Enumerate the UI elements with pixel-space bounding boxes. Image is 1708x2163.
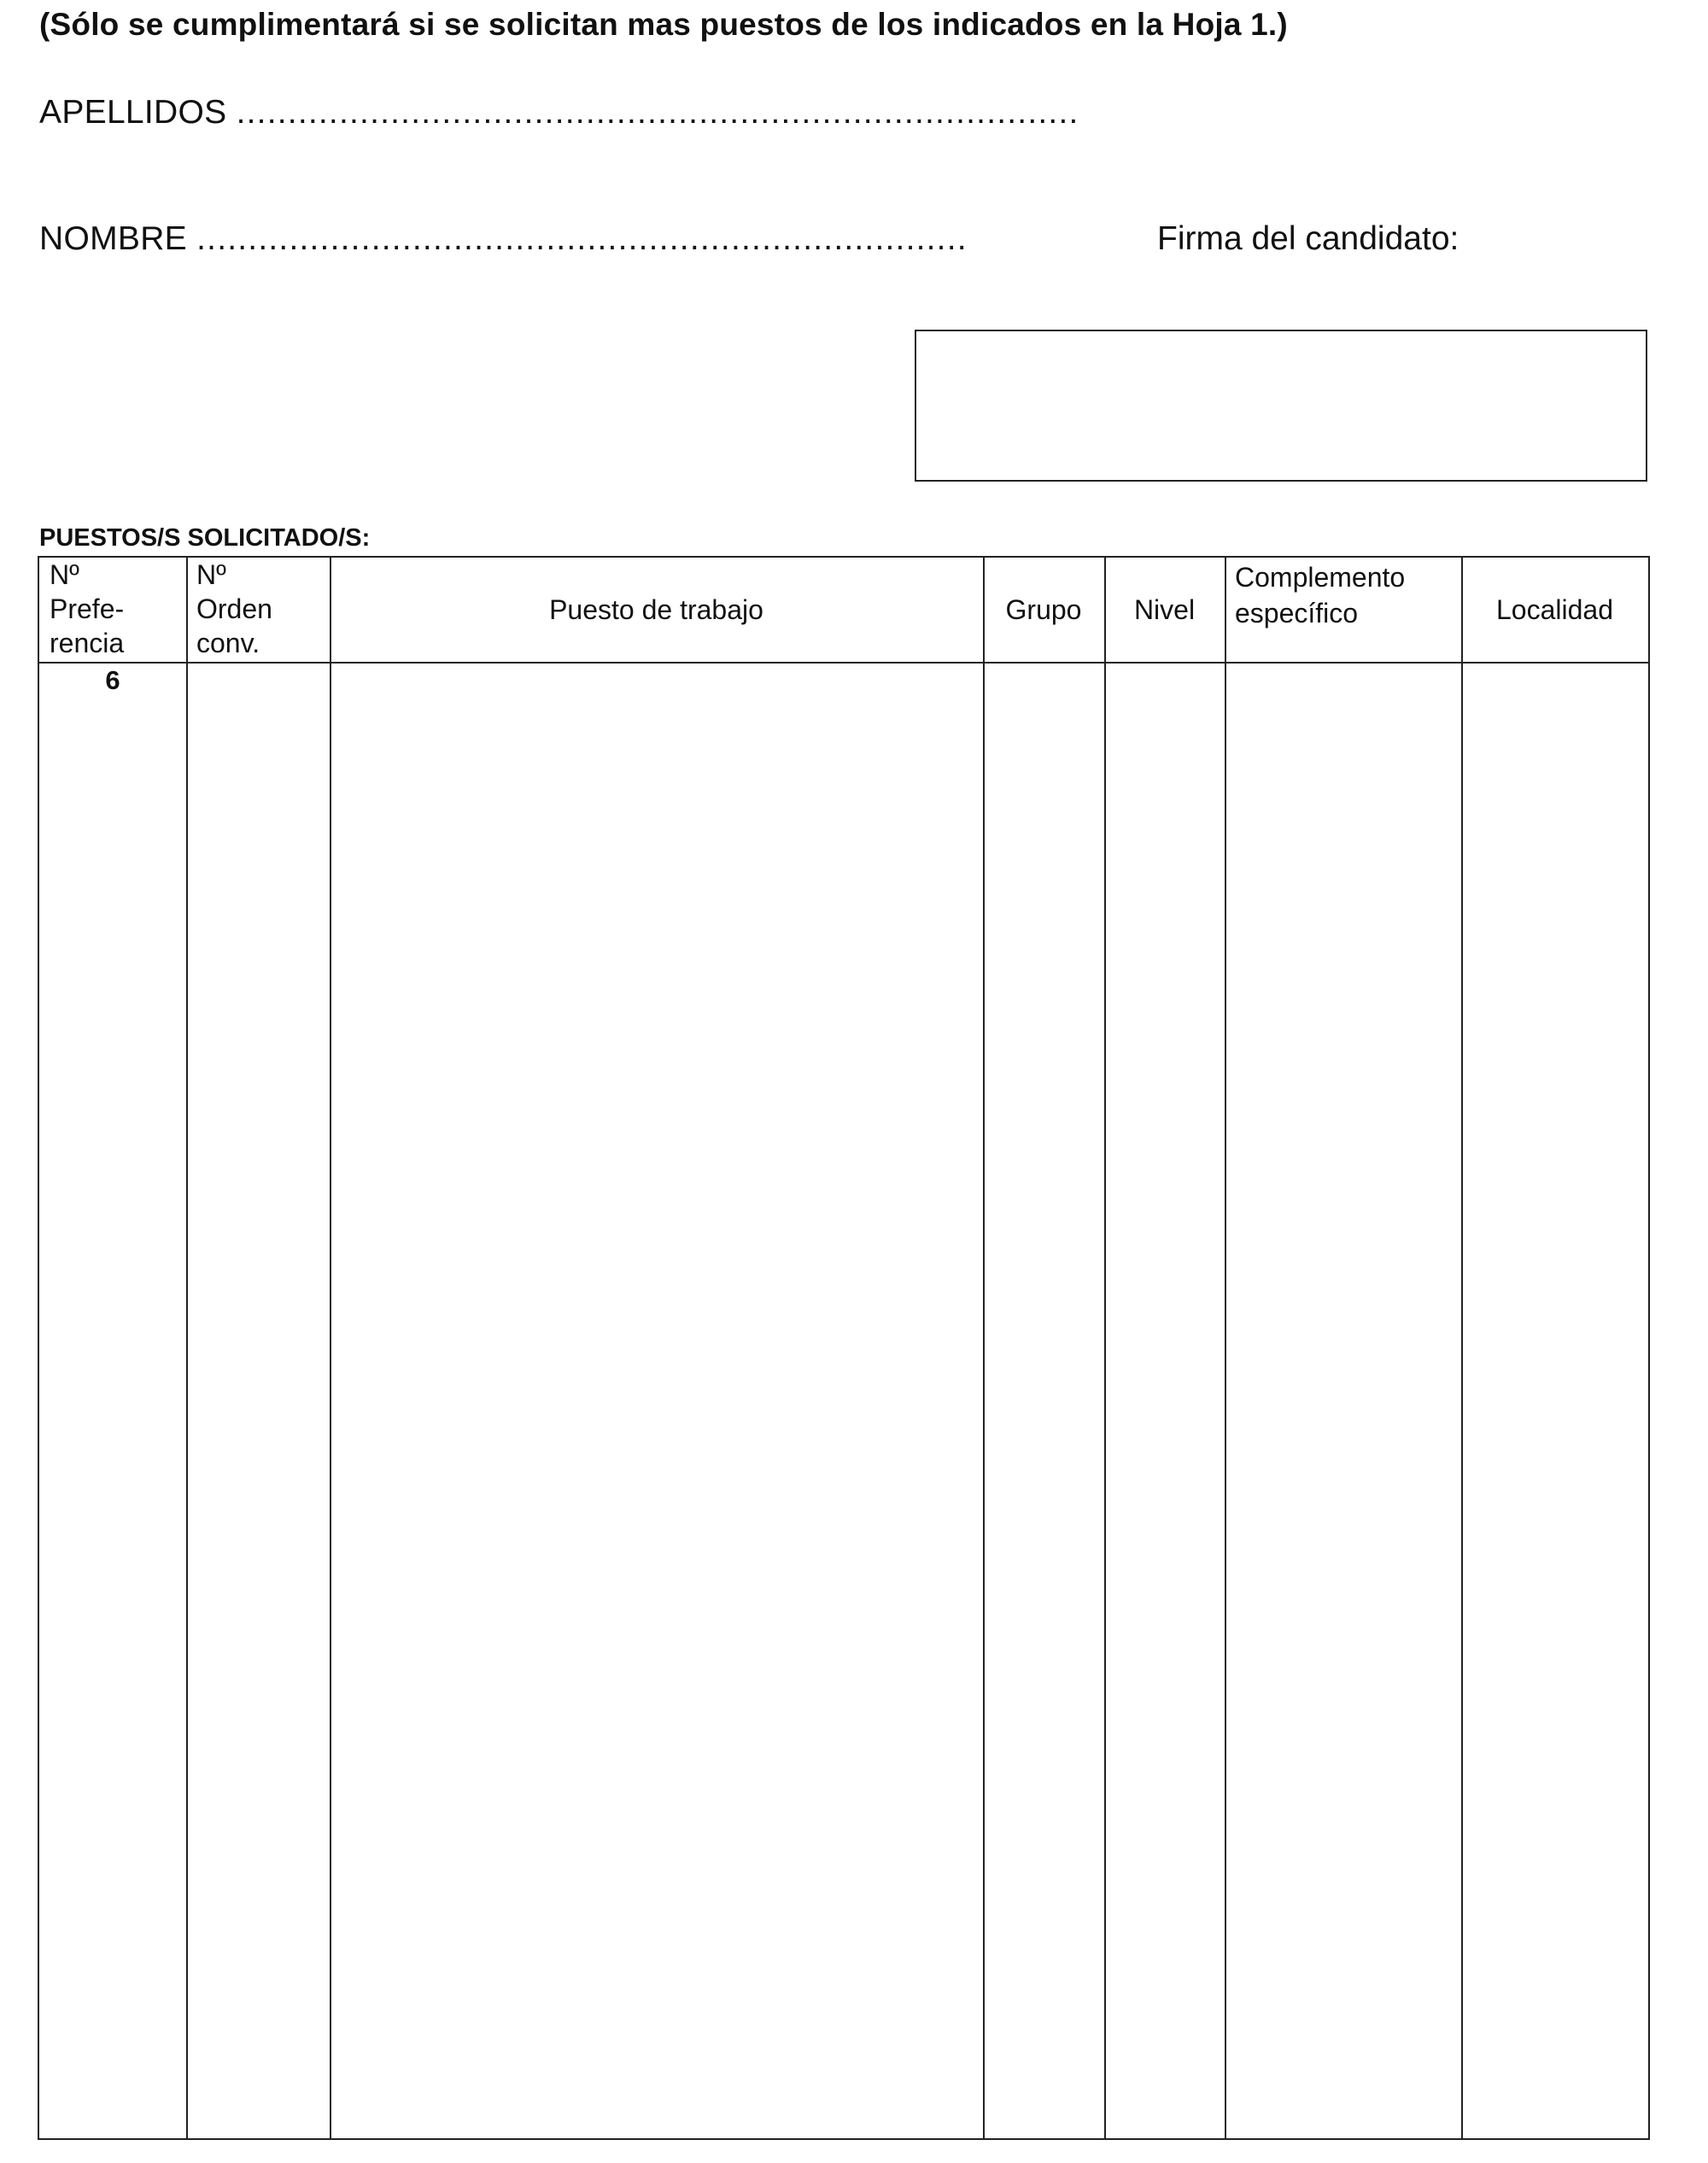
header-orden-line1: Nº [196, 559, 226, 590]
header-puesto: Puesto de trabajo [549, 593, 763, 625]
header-orden-line3: conv. [196, 628, 260, 658]
header-complemento [1225, 558, 1461, 662]
header-preferencia [39, 558, 186, 662]
apellidos-field[interactable] [39, 94, 1079, 132]
header-grupo: Grupo [1005, 593, 1082, 625]
column-divider [1104, 558, 1106, 2138]
firma-label: Firma del candidato: [1157, 220, 1459, 257]
column-divider [1225, 558, 1226, 2138]
signature-box[interactable] [915, 330, 1647, 482]
header-orden-line2: Orden [196, 593, 272, 624]
apellidos-dotted-line: .................................................................................. [236, 94, 1079, 131]
page-title: (Sólo se cumplimentará si se solicitan mas puestos de los indicados en la Hoja 1.) [39, 7, 1288, 42]
header-preferencia-line1: Nº [50, 559, 79, 590]
column-divider [1461, 558, 1463, 2138]
header-complemento-line1: Complemento [1235, 562, 1406, 593]
header-localidad: Localidad [1496, 593, 1613, 625]
nombre-dotted-line: ........................................................................... [196, 220, 968, 257]
section-label: PUESTOS/S SOLICITADO/S: [39, 524, 371, 552]
column-divider [186, 558, 188, 2138]
header-complemento-line2: específico [1235, 598, 1359, 628]
nombre-field[interactable] [39, 220, 968, 258]
column-divider [330, 558, 331, 2138]
apellidos-label: APELLIDOS [39, 94, 227, 131]
header-orden [186, 558, 330, 662]
header-nivel: Nivel [1133, 593, 1196, 625]
header-preferencia-line3: rencia [50, 628, 125, 658]
header-divider [39, 662, 1648, 664]
nombre-label: NOMBRE [39, 220, 187, 257]
puestos-table [38, 556, 1650, 2140]
header-preferencia-line2: Prefe- [50, 593, 125, 624]
column-divider [983, 558, 985, 2138]
row-preferencia-cell[interactable]: 6 [105, 665, 120, 695]
